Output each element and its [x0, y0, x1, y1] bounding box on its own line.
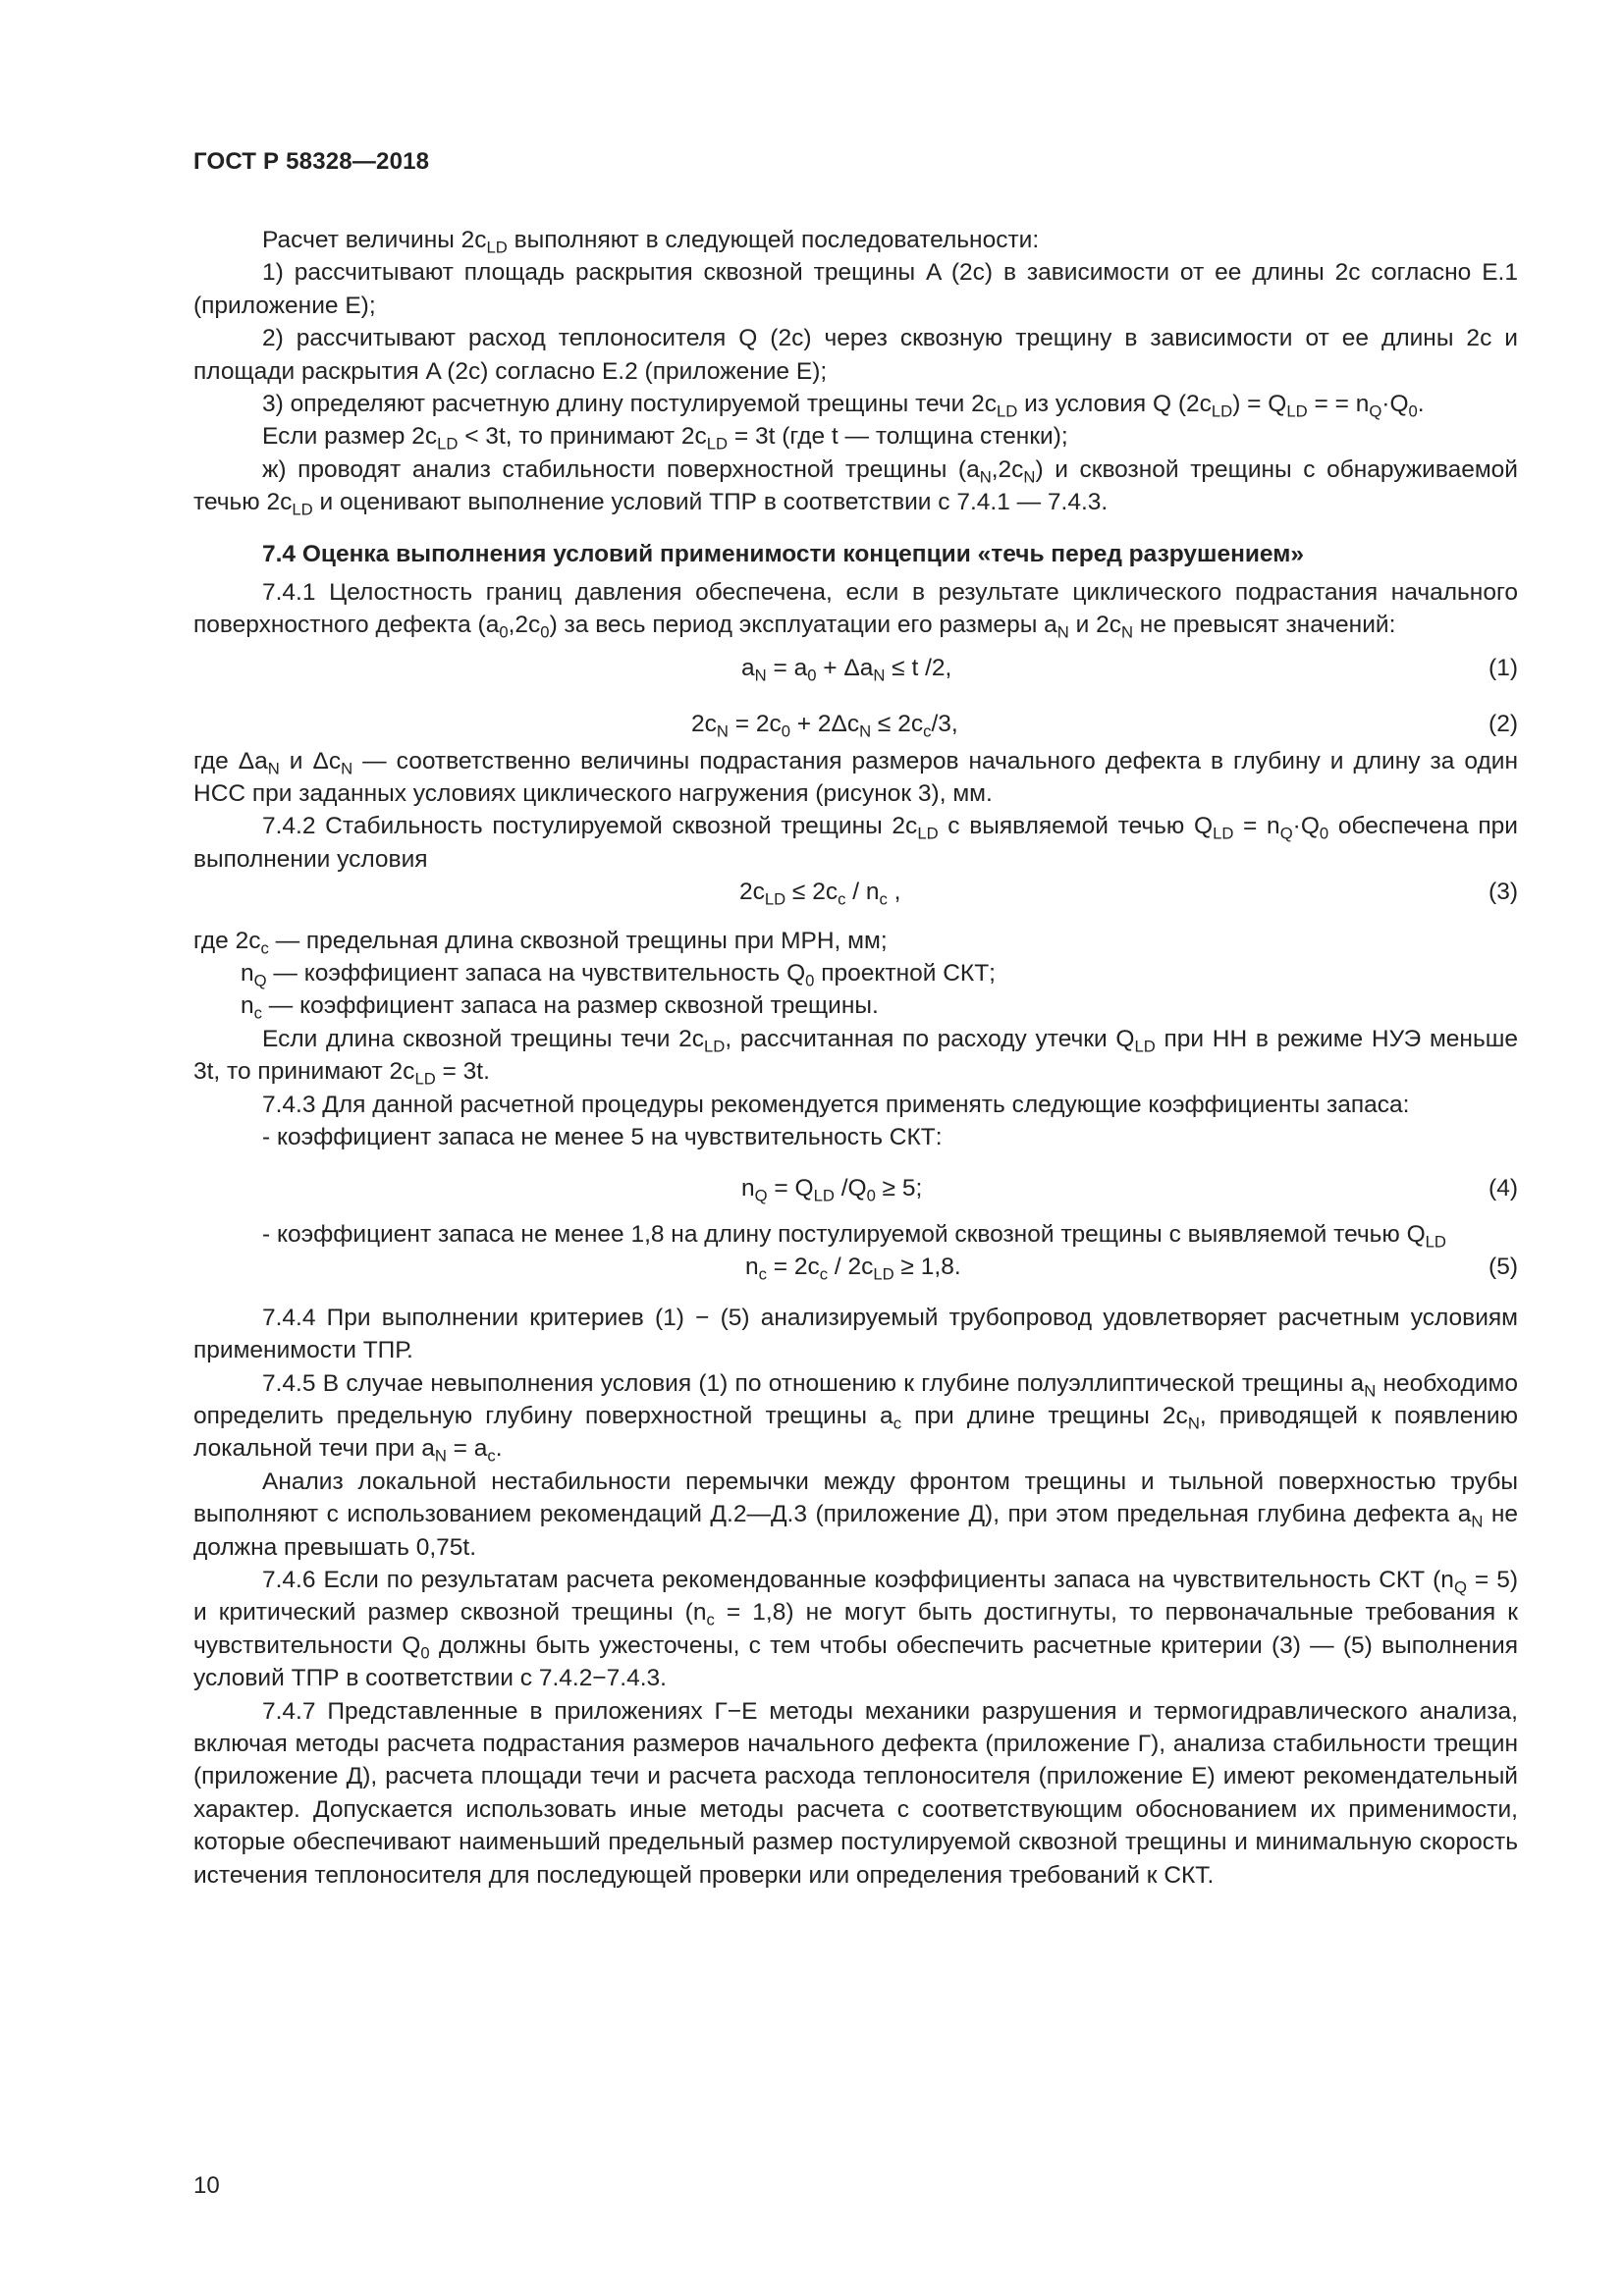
- equation-5: [193, 1251, 1518, 1283]
- paragraph: - коэффициент запаса не менее 1,8 на длину постулируемой сквозной трещины с выявляемой течью $Q_{LD}$: [262, 1220, 1446, 1252]
- paragraph: 7.4.6 Если по результатам расчета рекомендованные коэффициенты запаса на чувствительность СКТ $(n_Q = 5)$ и критический размер сквозной трещины $(n_c = 1,8)$ не могут быть достигнуты, то первоначальные требования к чувствительности $Q_0$ должны быть ужесточены, с тем чтобы обеспечить расчетные критерии (3) — (5) выполнения условий ТПР в соответствии с 7.4.2−7.4.3.: [193, 1566, 1519, 1692]
- definition-item: $n_c$ — коэффициент запаса на размер сквозной трещины.: [241, 992, 879, 1023]
- equation-formula: $n_Q = Q_{LD}$ $/Q_0 \ge 5$;: [741, 1174, 923, 1204]
- equation-number: (2): [1489, 711, 1518, 738]
- paragraph: 2) рассчитывают расход теплоносителя Q (2c) через сквозную трещину в зависимости от ее длины 2c и площади раскрытия A (2c) согласно Е.2 (приложение Е);: [193, 325, 1518, 385]
- equation-number: (4): [1489, 1174, 1518, 1201]
- paragraph: 1) рассчитывают площадь раскрытия сквозной трещины A (2c) в зависимости от ее длины 2c согласно Е.1 (приложение Е);: [193, 259, 1518, 319]
- paragraph: ж) проводят анализ стабильности поверхностной трещины $(a_N,2c_N)$ и сквозной трещины с обнаруживаемой течью $2c_{LD}$ и оценивают выполнение условий ТПР в соответствии с 7.4.1 — 7.4.3.: [193, 455, 1518, 519]
- equation-number: (5): [1489, 1254, 1518, 1281]
- section-title: 7.4 Оценка выполнения условий применимости концепции «течь перед разрушением»: [262, 540, 1304, 567]
- equation-3: [193, 876, 1518, 908]
- equation-formula: $2c_{LD} \le 2c_c / n_c$ ,: [739, 879, 901, 909]
- paragraph: 7.4.5 В случае невыполнения условия (1) по отношению к глубине полуэллиптической трещины $a_N$ необходимо определить предельную глубину поверхностной трещины $a_c$ при длине трещины $2c_N$, приводящей к появлению локальной течи при $a_N = a_c$.: [193, 1369, 1518, 1466]
- paragraph: 7.4.4 При выполнении критериев (1) − (5) анализируемый трубопровод удовлетворяет расчетным условиям применимости ТПР.: [193, 1304, 1518, 1364]
- equation-number: (3): [1489, 879, 1518, 906]
- definitions-list: [193, 957, 1518, 1023]
- page-number: 10: [193, 2172, 220, 2199]
- document-body: [193, 224, 1518, 1892]
- where-clause: где $\Delta a_N$ и $\Delta c_N$ — соответственно величины подрастания размеров начального дефекта в глубину и длину за один НСС при заданных условиях циклического нагружения (рисунок 3), мм.: [193, 747, 1518, 808]
- equation-formula: $2c_N = 2c_0 + 2\Delta c_N \le 2c_c/3$,: [691, 711, 958, 741]
- definition-item: $n_Q$ — коэффициент запаса на чувствительность $Q_0$ проектной СКТ;: [241, 960, 996, 990]
- equation-formula: $n_c = 2c_c / 2c_{LD} \ge 1,8$.: [745, 1254, 961, 1284]
- equation-4: [193, 1172, 1518, 1204]
- where-clause: где $2c_c$ — предельная длина сквозной трещины при МРН, мм;: [193, 927, 888, 957]
- equation-1: [193, 652, 1518, 684]
- paragraph: 7.4.2 Стабильность постулируемой сквозной трещины $2c_{LD}$ с выявляемой течью $Q_{LD} = n_Q\cdot Q_0$ обеспечена при выполнении условия: [193, 813, 1518, 873]
- paragraph: Анализ локальной нестабильности перемычки между фронтом трещины и тыльной поверхностью трубы выполняют с использованием рекомендаций Д.2—Д.3 (приложение Д), при этом предельная глубина дефекта $a_N$ не должна превышать 0,75t.: [193, 1468, 1518, 1561]
- equation-number: (1): [1489, 654, 1518, 681]
- paragraph: 7.4.1 Целостность границ давления обеспечена, если в результате циклического подрастания начального поверхностного дефекта $(a_0,2c_0)$ за весь период эксплуатации его размеры $a_N$ и $2c_N$ не превысят значений:: [193, 579, 1518, 642]
- document-header: ГОСТ Р 58328—2018: [193, 148, 430, 175]
- paragraph: 7.4.7 Представленные в приложениях Г−Е методы механики разрушения и термогидравлического анализа, включая методы расчета подрастания размеров начального дефекта (приложение Г), анализа стабильности трещин (приложение Д), расчета площади течи и расчета расхода теплоносителя (приложение Е) имеют рекомендательный характер. Допускается использовать иные методы расчета с соответствующим обоснованием их применимости, которые обеспечивают наименьший предельный размер постулируемой сквозной трещины и минимальную скорость истечения теплоносителя для последующей проверки или определения требований к СКТ.: [193, 1697, 1518, 1889]
- paragraph: 3) определяют расчетную длину постулируемой трещины течи $2c_{LD}$ из условия Q $(2c_{LD}) = Q_{LD}$ = = $n_Q\cdot Q_0$.: [262, 391, 1425, 421]
- paragraph: 7.4.3 Для данной расчетной процедуры рекомендуется применять следующие коэффициенты запаса:: [262, 1091, 1410, 1118]
- equation-formula: $a_N = a_0 + \Delta a_N \le t$ /2,: [741, 654, 952, 685]
- paragraph: Расчет величины $2c_{LD}$ выполняют в следующей последовательности:: [262, 227, 1040, 257]
- paragraph: Если размер $2c_{LD} < 3t$, то принимают $2c_{LD} = 3t$ (где t — толщина стенки);: [262, 423, 1068, 454]
- paragraph: Если длина сквозной трещины течи $2c_{LD}$, рассчитанная по расходу утечки $Q_{LD}$ при НН в режиме НУЭ меньше 3t, то принимают $2c_{LD} = 3t$.: [193, 1025, 1518, 1089]
- paragraph: - коэффициент запаса не менее 5 на чувствительность СКТ:: [262, 1124, 943, 1151]
- equation-2: [193, 708, 1518, 740]
